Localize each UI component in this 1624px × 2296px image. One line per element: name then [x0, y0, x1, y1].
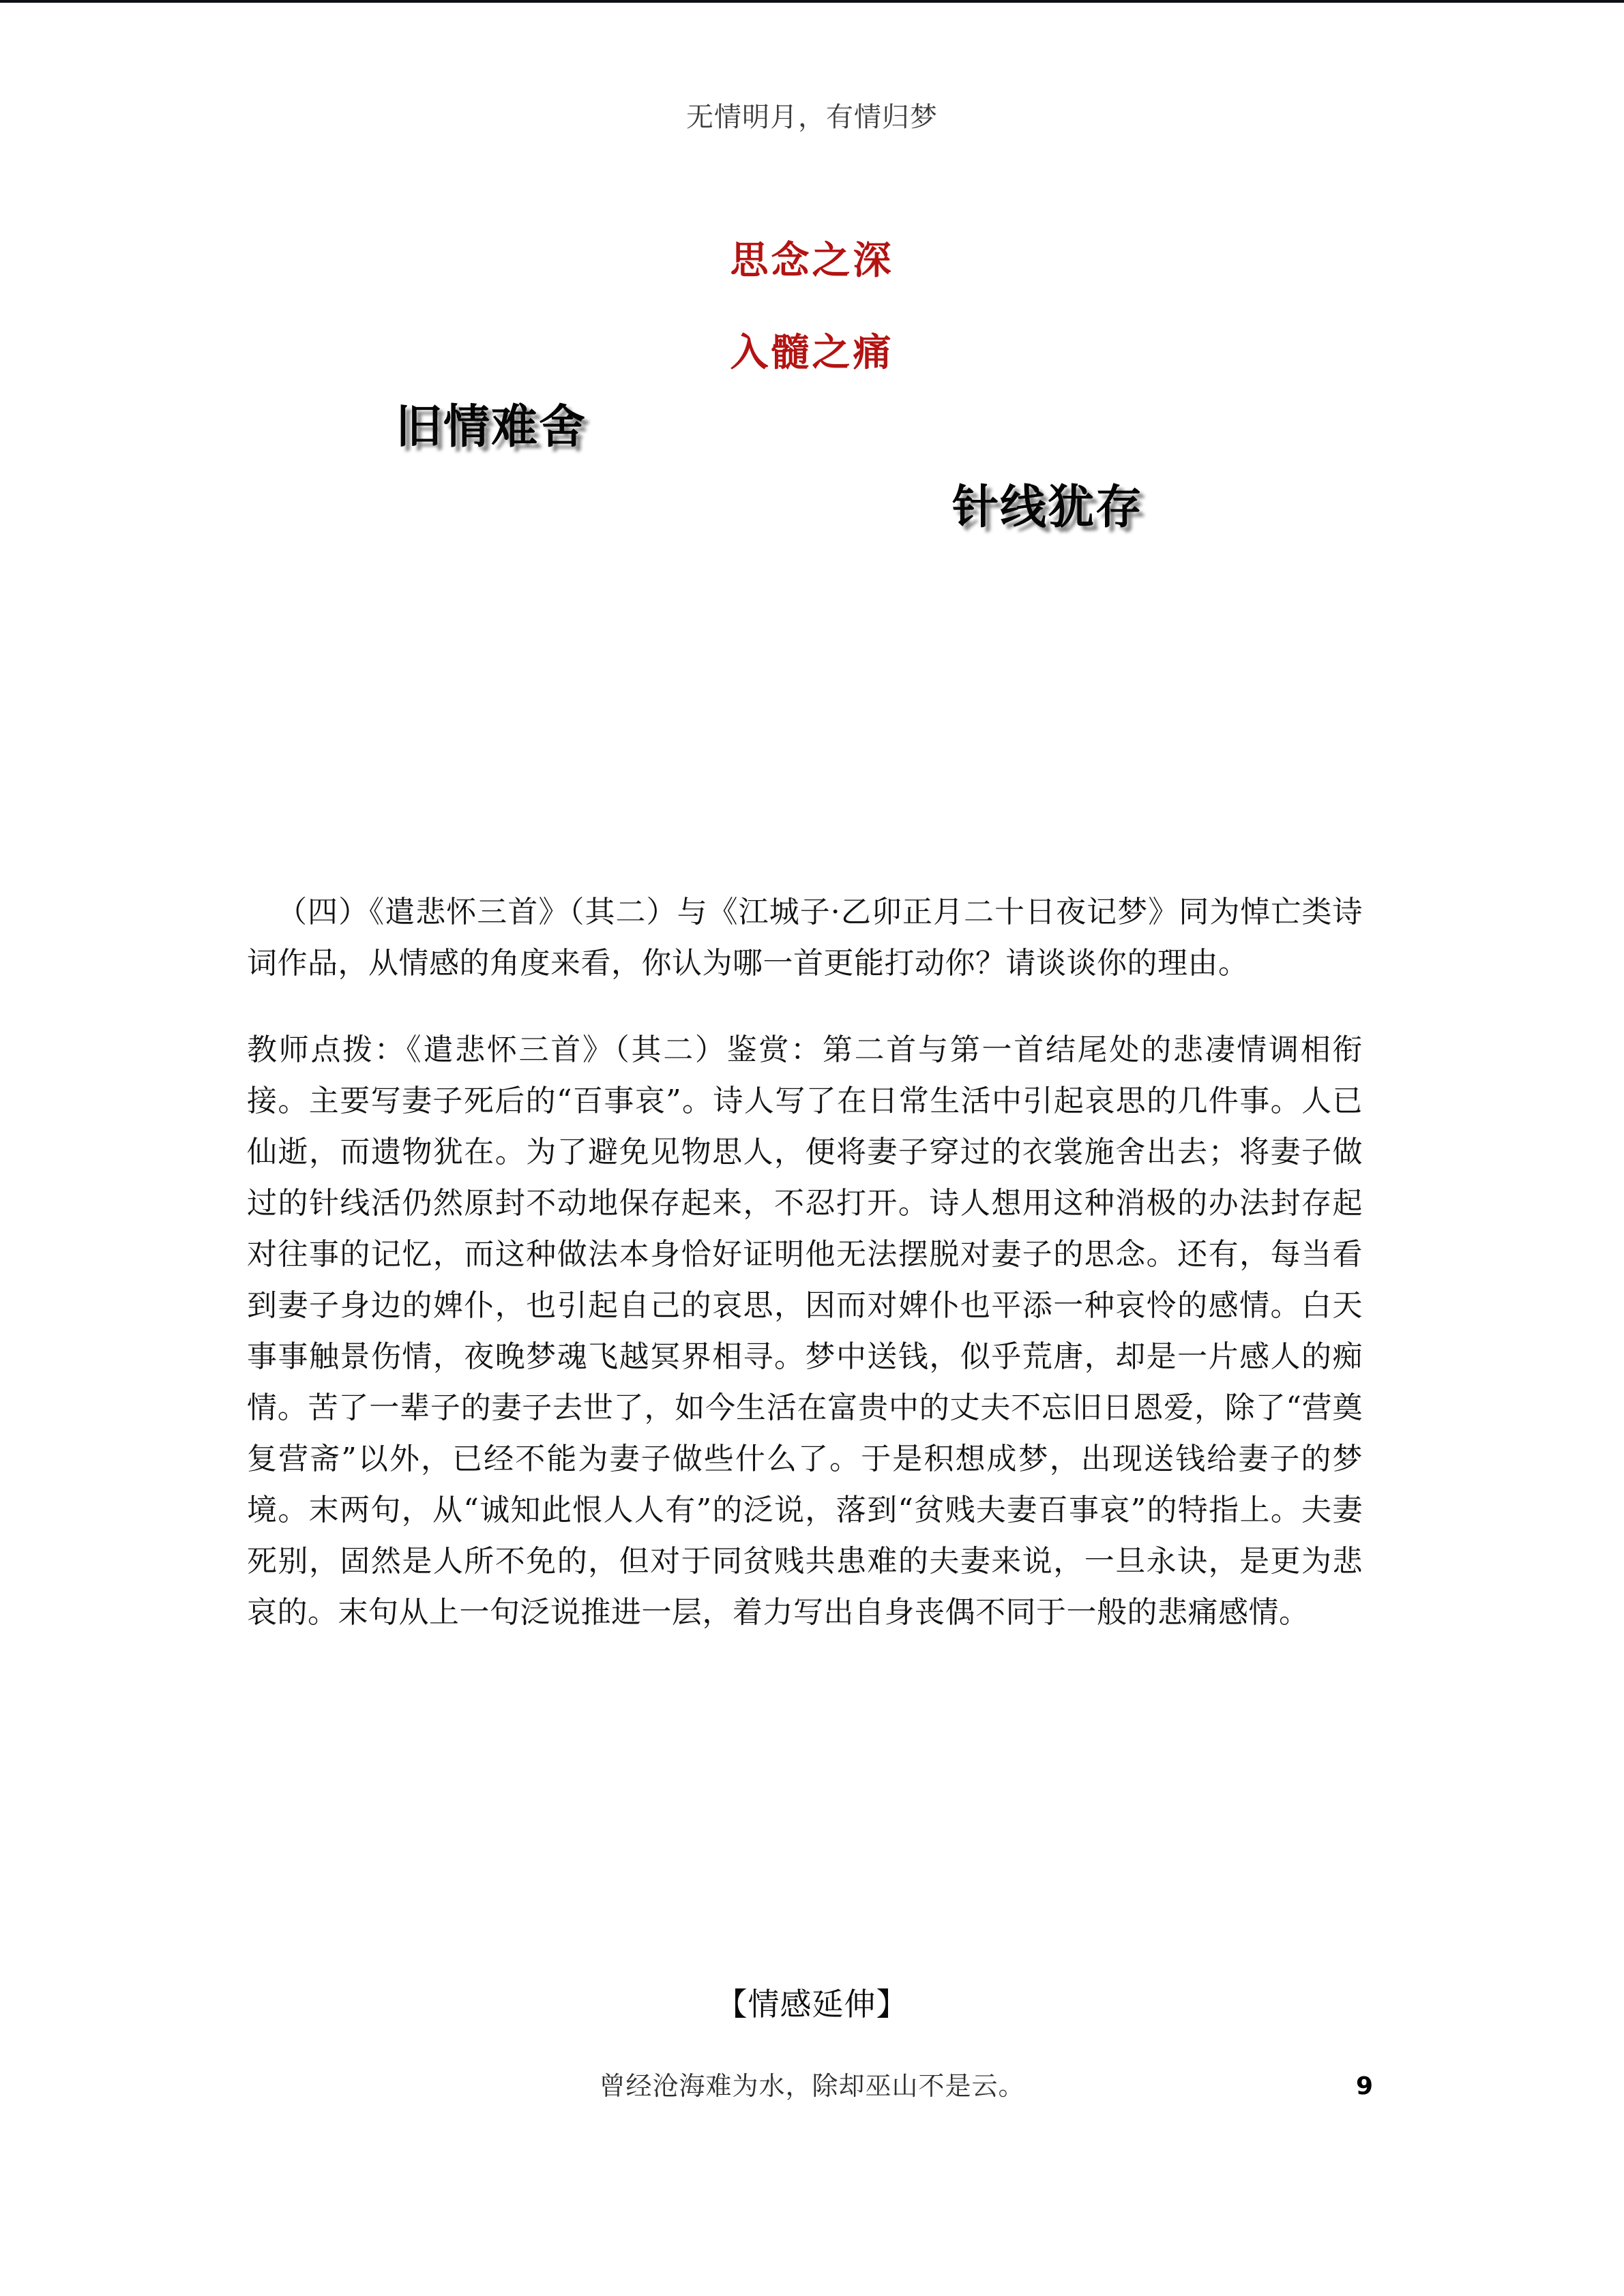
scan-edge-top — [0, 0, 1624, 3]
question-paragraph: （四）《遣悲怀三首》（其二）与《江城子·乙卯正月二十日夜记梦》同为悼亡类诗词作品，从情感的角度来看，你认为哪一首更能打动你？请谈谈你的理由。 — [247, 895, 1363, 981]
commentary-paragraph: 教师点拨：《遣悲怀三首》（其二）鉴赏：第二首与第一首结尾处的悲凄情调相衔接。主要写妻子死后的“百事哀”。诗人写了在日常生活中引起哀思的几件事。人已仙逝，而遗物犹在。为了避免见物思人，便将妻子穿过的衣裳施舍出去；将妻子做过的针线活仍然原封不动地保存起来，不忍打开。诗人想用这种消极的办法封存起对往事的记忆，而这种做法本身恰好证明他无法摆脱对妻子的思念。还有，每当看到妻子身边的婢仆，也引起自己的哀思，因而对婢仆也平添一种哀怜的感情。白天事事触景伤情，夜晚梦魂飞越冥界相寻。梦中送钱，似乎荒唐，却是一片感人的痴情。苦了一辈子的妻子去世了，如今生活在富贵中的丈夫不忘旧日恩爱，除了“营奠复营斋”以外，已经不能为妻子做些什么了。于是积想成梦，出现送钱给妻子的梦境。末两句，从“诚知此恨人人有”的泛说，落到“贫贱夫妻百事哀”的特指上。夫妻死别，固然是人所不免的，但对于同贫贱共患难的夫妻来说，一旦永诀，是更为悲哀的。末句从上一句泛说推进一层，着力写出自身丧偶不同于一般的悲痛感情。 — [247, 1032, 1363, 1630]
page-footer — [0, 2072, 1624, 2119]
section-heading-qinggan-yanshen: 【情感延伸】 — [715, 1986, 909, 2023]
footer-quote: 曾经沧海难为水，除却巫山不是云。 — [599, 2072, 1025, 2101]
shadow-heading-jiuqingnanshe: 旧情难舍 — [396, 400, 587, 454]
body-text-block — [247, 886, 1363, 1673]
red-heading-rusuizhitong: 入髓之痛 — [730, 330, 894, 375]
page-number: 9 — [1356, 2072, 1374, 2100]
running-header: 无情明月，有情归梦 — [686, 102, 938, 132]
shadow-heading-zhenxianyoucun: 针线犹存 — [952, 481, 1144, 535]
red-heading-siniananzhishen: 思念之深 — [730, 238, 894, 283]
